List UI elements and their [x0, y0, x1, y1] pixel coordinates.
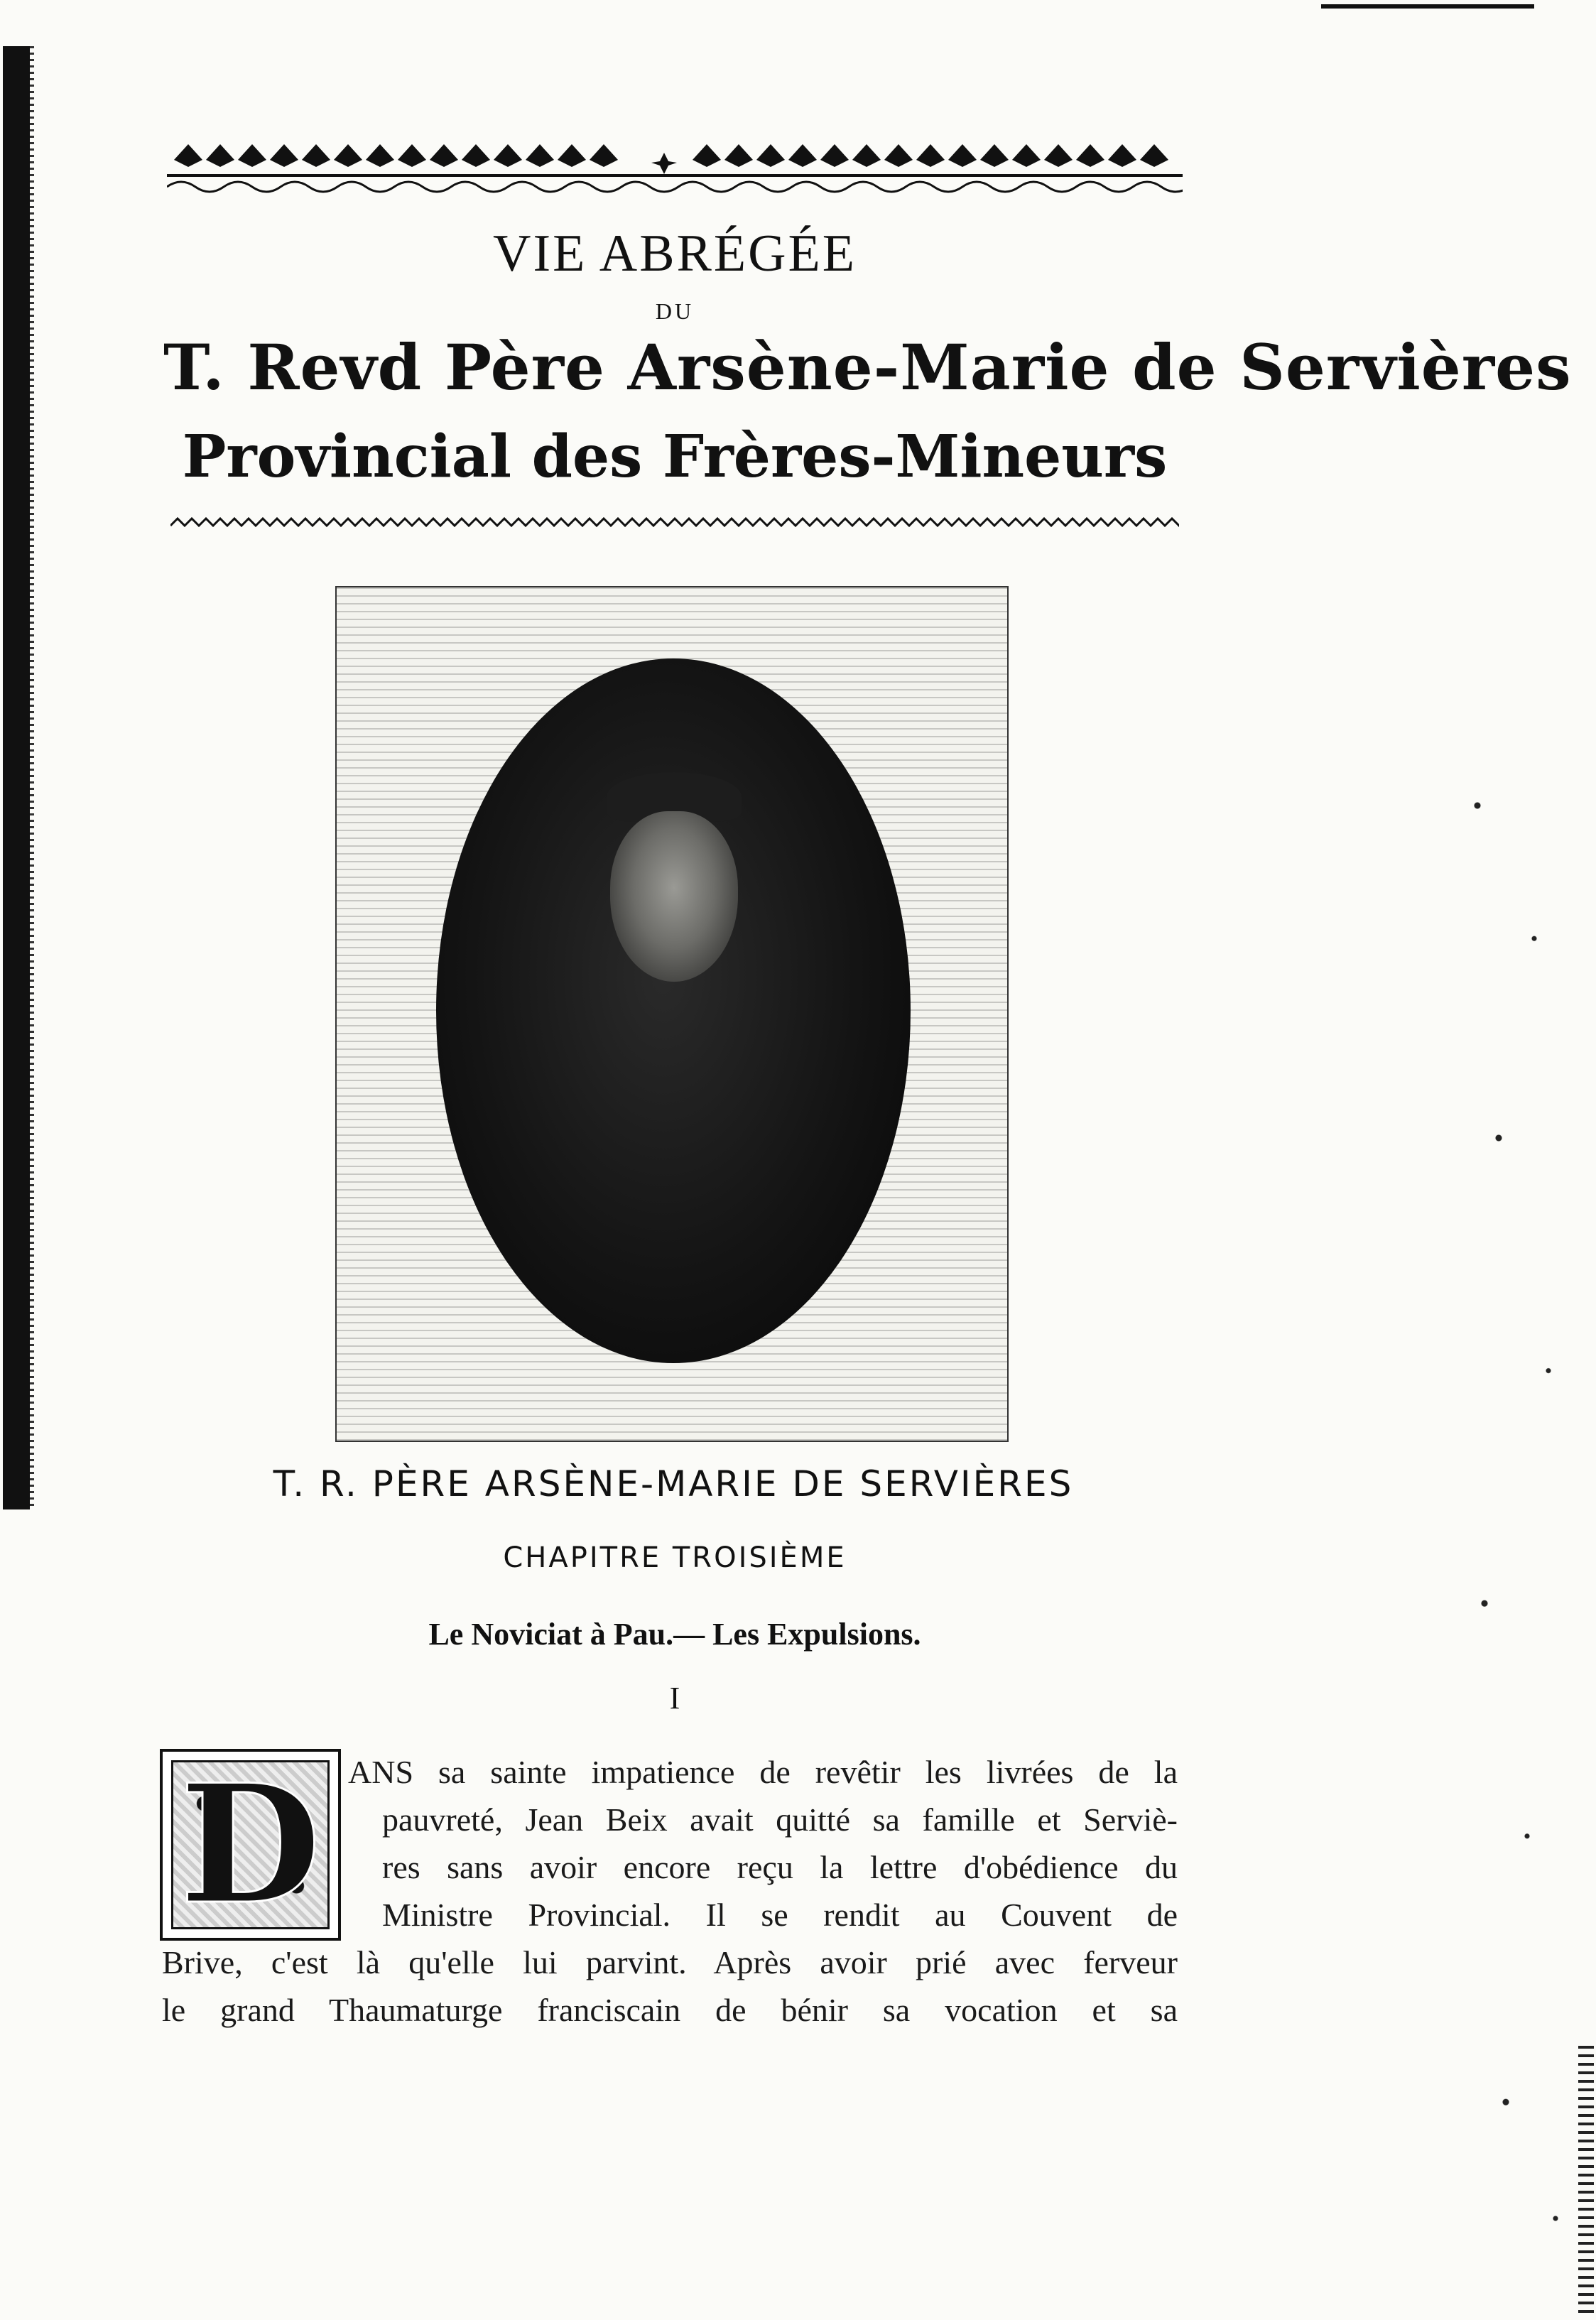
page-title: VIE ABRÉGÉE [493, 224, 857, 283]
dropcap-initial [160, 1749, 341, 1941]
body-line: res sans avoir encore reçu la lettre d'obédience du [382, 1849, 1178, 1885]
body-line: Brive, c'est là qu'elle lui parvint. Après avoir prié avec ferveur [162, 1944, 1178, 1980]
chapter-subtitle: Le Noviciat à Pau.— Les Expulsions. [428, 1617, 921, 1652]
body-line: Ministre Provincial. Il se rendit au Couvent de [382, 1897, 1178, 1933]
fleuron-right-group [693, 144, 1168, 167]
body-line: le grand Thaumaturge franciscain de bénir sa vocation et sa [162, 1992, 1178, 2028]
portrait-face [610, 811, 738, 982]
title-name-blackletter: T. Revd Père Arsène-Marie de Servières [163, 330, 1572, 404]
section-number: I [669, 1681, 680, 1715]
scan-specks [1449, 639, 1591, 2302]
dropcap-letter: D [179, 1749, 322, 1941]
fleuron-left-group [174, 144, 618, 167]
chapter-heading: CHAPITRE TROISIÈME [503, 1541, 847, 1574]
body-line: ANS sa sainte impatience de revêtir les livrées de la [348, 1754, 1178, 1790]
portrait-photo [335, 586, 1009, 1442]
scan-top-rule [1321, 4, 1534, 9]
dropcap-ornament [171, 1749, 330, 1941]
scan-right-edge [1578, 2046, 1594, 2316]
wavy-divider [170, 511, 1179, 540]
title-connector: DU [655, 298, 695, 324]
portrait-oval [436, 658, 911, 1363]
center-star [651, 153, 677, 174]
body-line: pauvreté, Jean Beix avait quitté sa famille et Serviè- [382, 1801, 1178, 1838]
ornament-band [167, 131, 1183, 199]
portrait-caption: T. R. PÈRE ARSÈNE-MARIE DE SERVIÈRES [273, 1463, 1074, 1505]
title-subtitle: Provincial des Frères-Mineurs [182, 423, 1168, 491]
